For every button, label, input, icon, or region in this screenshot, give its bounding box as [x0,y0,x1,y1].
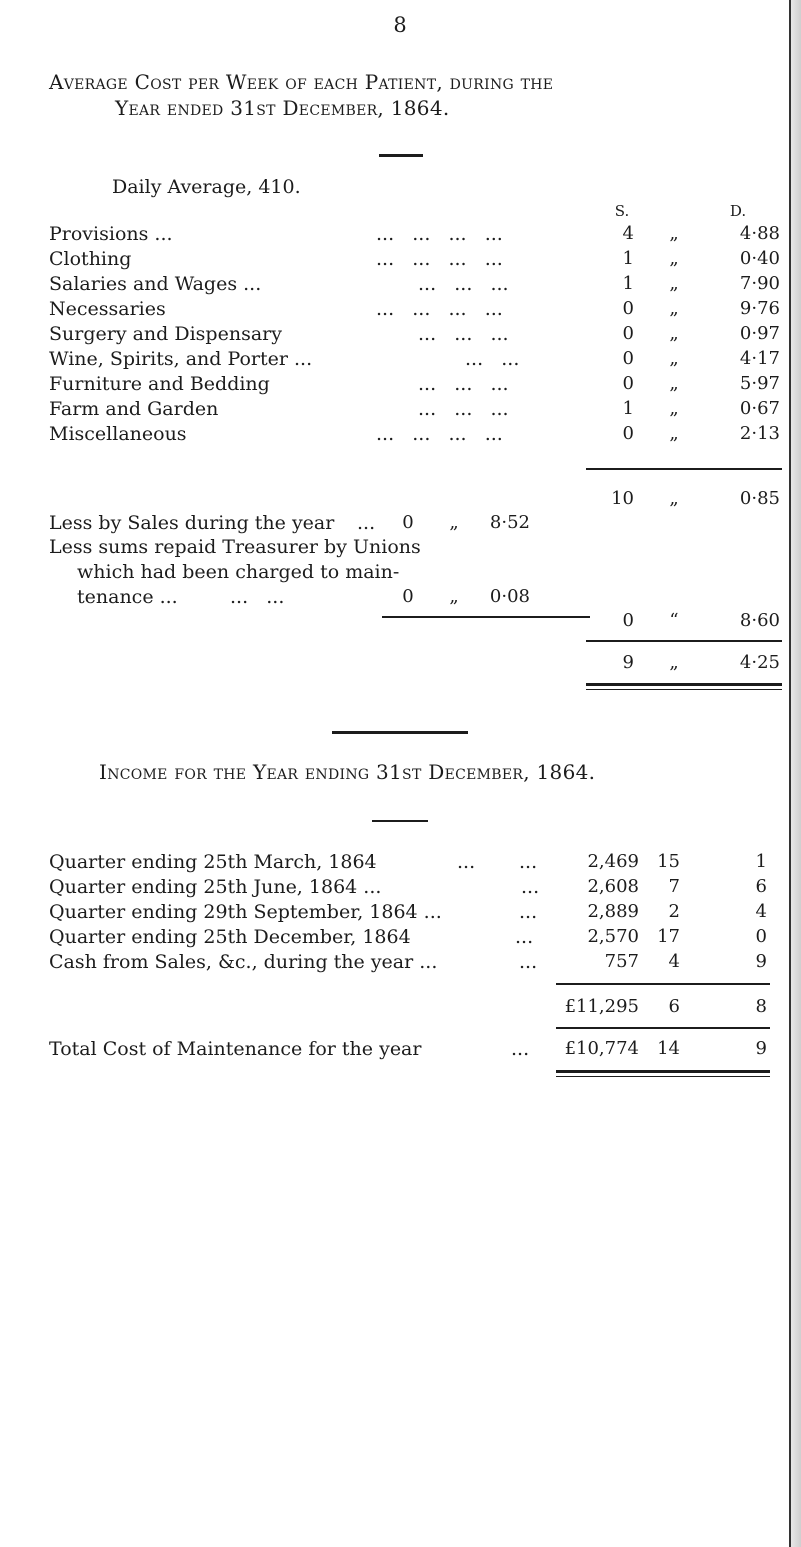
less-repaid-shillings: 0 [402,586,414,607]
cost-ditto: „ [669,323,679,344]
less-sales-shillings: 0 [402,512,414,533]
cost-ditto: „ [669,398,679,419]
cost-shillings: 0 [622,348,634,369]
less-sales-ditto: „ [449,512,459,533]
cost-pence: 0·67 [739,398,780,419]
cost-ditto: „ [669,298,679,319]
cost-label: Clothing [49,248,132,270]
income-label: Quarter ending 29th September, 1864 ... [49,901,442,923]
income-leader-2: ... [519,951,538,973]
subtotal-rule [586,468,782,470]
cost-leader: ... ... ... ... [376,423,503,445]
income-leader-2: ... [521,876,540,898]
page-number: 8 [393,13,407,37]
cost-heading-line2: Year ended 31st December, 1864. [115,96,450,120]
income-total-pounds: £11,295 [564,996,639,1017]
income-pounds: 2,608 [587,876,639,897]
cost-ditto: „ [669,223,679,244]
net-ditto: „ [669,652,679,673]
deduction-shillings: 0 [622,610,634,631]
cost-label: Wine, Spirits, and Porter ... [49,348,313,370]
income-heading-rule [372,820,428,822]
daily-average: Daily Average, 410. [112,176,301,198]
cost-ditto: „ [669,373,679,394]
cost-shillings: 0 [622,298,634,319]
subtotal-shillings: 10 [611,488,634,509]
cost-label: Farm and Garden [49,398,219,420]
income-total-rule [556,983,770,985]
less-repaid-line2: which had been charged to main- [77,561,400,583]
cost-ditto: „ [669,248,679,269]
cost-ditto: „ [669,273,679,294]
income-pence: 9 [755,951,767,972]
cost-leader: ... ... ... [418,273,509,295]
page-edge [789,0,801,1547]
deduction-pence: 8·60 [739,610,780,631]
net-pence: 4·25 [739,652,780,673]
cost-pence: 0·97 [739,323,780,344]
income-label: Quarter ending 25th June, 1864 ... [49,876,382,898]
cost-leader: ... ... ... ... [376,248,503,270]
cost-pence: 2·13 [739,423,780,444]
less-sales-leader: ... [357,512,376,534]
income-pence: 6 [755,876,767,897]
income-shillings: 4 [668,951,680,972]
less-repaid-pence: 0·08 [489,586,530,607]
income-leader: ... [515,926,534,948]
subtotal-pence: 0·85 [739,488,780,509]
maintenance-rule [556,1027,770,1029]
income-pence: 1 [755,851,767,872]
income-label: Quarter ending 25th December, 1864 [49,926,411,948]
col-s-header: S. [614,202,630,220]
cost-leader: ... ... [465,348,520,370]
cost-label: Surgery and Dispensary [49,323,282,345]
cost-label: Salaries and Wages ... [49,273,262,295]
cost-heading-line1: Average Cost per Week of each Patient, during the [49,70,554,94]
cost-shillings: 0 [622,373,634,394]
net-rule [586,640,782,642]
cost-shillings: 1 [622,248,634,269]
cost-pence: 4·88 [739,223,780,244]
cost-leader: ... ... ... [418,323,509,345]
cost-label: Furniture and Bedding [49,373,270,395]
less-repaid-line3: tenance ... [77,586,178,608]
maintenance-pounds: £10,774 [564,1038,639,1059]
cost-pence: 7·90 [739,273,780,294]
income-label: Quarter ending 25th March, 1864 [49,851,377,873]
cost-shillings: 0 [622,423,634,444]
subtotal-ditto: „ [669,488,679,509]
heading-rule [379,154,423,157]
income-pence: 4 [755,901,767,922]
cost-pence: 5·97 [739,373,780,394]
deduction-rule [382,616,590,618]
income-label: Cash from Sales, &c., during the year ... [49,951,438,973]
maintenance-label: Total Cost of Maintenance for the year [49,1038,422,1060]
less-repaid-line1: Less sums repaid Treasurer by Unions [49,536,421,558]
income-leader-2: ... [519,851,538,873]
net-shillings: 9 [622,652,634,673]
cost-leader: ... ... ... ... [376,298,503,320]
cost-pence: 9·76 [739,298,780,319]
income-pounds: 2,570 [587,926,639,947]
income-shillings: 15 [657,851,680,872]
deduction-ditto: “ [669,610,679,631]
cost-label: Necessaries [49,298,166,320]
cost-shillings: 1 [622,398,634,419]
income-pounds: 2,469 [587,851,639,872]
cost-pence: 4·17 [739,348,780,369]
maintenance-leader: ... [511,1038,530,1060]
cost-ditto: „ [669,348,679,369]
cost-leader: ... ... ... [418,373,509,395]
income-shillings: 2 [668,901,680,922]
income-leader-2: ... [519,901,538,923]
cost-label: Miscellaneous [49,423,187,445]
income-shillings: 7 [668,876,680,897]
maintenance-pence: 9 [755,1038,767,1059]
cost-shillings: 0 [622,323,634,344]
income-shillings: 17 [657,926,680,947]
cost-leader: ... ... ... [418,398,509,420]
less-repaid-leader: ... ... [230,586,285,608]
income-leader: ... [457,851,476,873]
income-heading: Income for the Year ending 31st December, 1864. [99,760,596,784]
cost-leader: ... ... ... ... [376,223,503,245]
col-d-header: D. [729,202,747,220]
maintenance-shillings: 14 [657,1038,680,1059]
income-pounds: 2,889 [587,901,639,922]
section-divider [332,731,468,734]
income-total-pence: 8 [755,996,767,1017]
cost-pence: 0·40 [739,248,780,269]
cost-label: Provisions ... [49,223,173,245]
income-pence: 0 [755,926,767,947]
income-total-shillings: 6 [668,996,680,1017]
income-pounds: 757 [604,951,639,972]
less-sales-pence: 8·52 [489,512,530,533]
net-double-rule-1 [586,683,782,686]
cost-ditto: „ [669,423,679,444]
cost-shillings: 1 [622,273,634,294]
less-sales-label: Less by Sales during the year [49,512,335,534]
final-rule-2 [556,1076,770,1077]
final-rule-1 [556,1070,770,1073]
net-double-rule-2 [586,689,782,690]
cost-shillings: 4 [622,223,634,244]
less-repaid-ditto: „ [449,586,459,607]
